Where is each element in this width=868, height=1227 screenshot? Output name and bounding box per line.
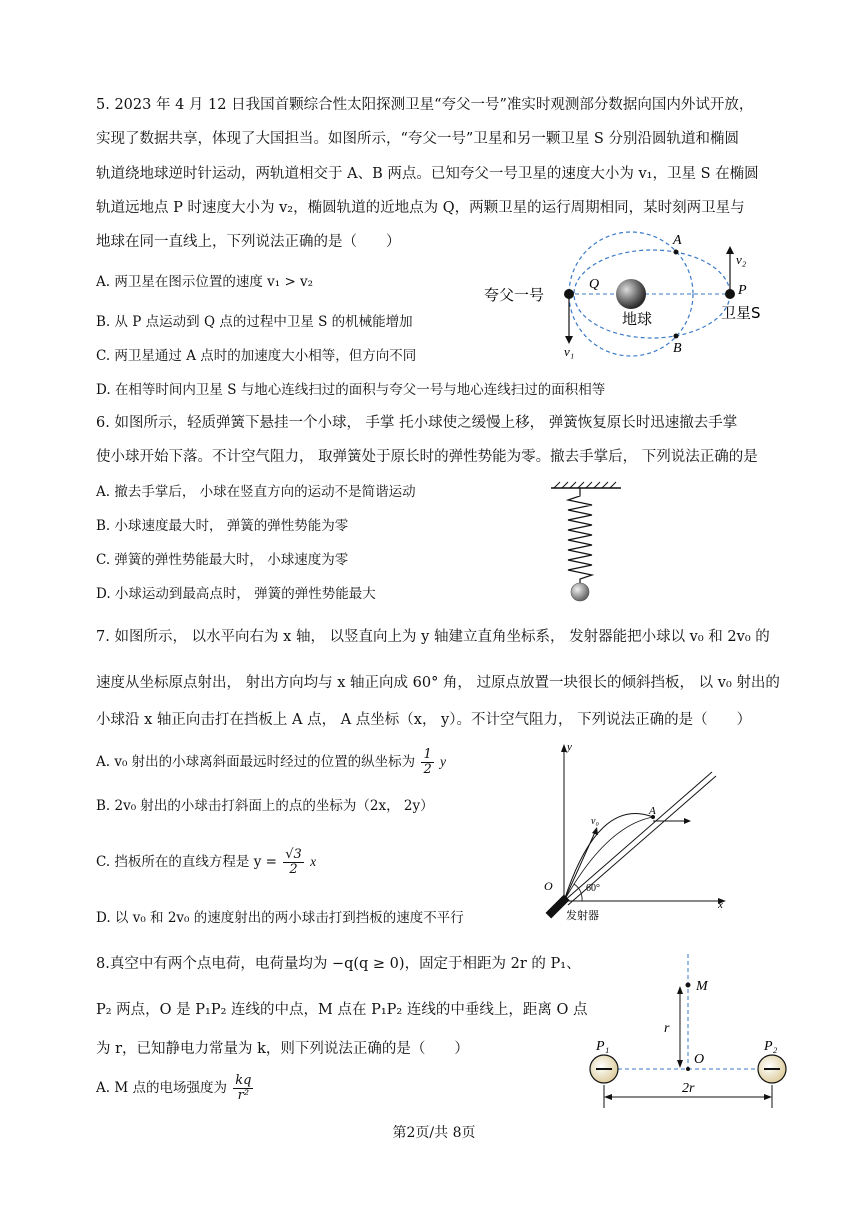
earth-label: 地球 <box>622 310 653 328</box>
ball-icon <box>571 583 589 601</box>
q7-option-b: B. 2v₀ 射出的小球击打斜面上的点的坐标为（2x， 2y） <box>96 798 434 814</box>
a-label: A <box>673 233 682 248</box>
spring <box>568 488 592 584</box>
two-r-label: 2r <box>682 1081 695 1096</box>
origin-label: O <box>544 879 553 893</box>
q5-option-b: B. 从 P 点运动到 Q 点的过程中卫星 S 的机械能增加 <box>96 314 413 330</box>
p2-label: P₂ <box>764 1039 778 1054</box>
q7-option-c: C. 挡板所在的直线方程是 y = $\frac{√3}{2}$ x <box>96 847 317 877</box>
q5-orbit-figure <box>476 228 796 368</box>
angle-label: 60° <box>586 883 600 894</box>
kuafu-label: 夸父一号 <box>484 286 545 304</box>
q8-line-3: 为 r，已知静电力常量为 k，则下列说法正确的是（ ） <box>96 1041 469 1057</box>
satellite-s-label: 卫星S <box>721 304 761 322</box>
p-label: P <box>738 283 747 298</box>
launcher-label: 发射器 <box>566 909 599 922</box>
trajectory-v0 <box>564 814 653 902</box>
trajectory-2v0 <box>564 817 653 901</box>
b-label: B <box>673 341 682 356</box>
q8-line-1: 8.真空中有两个点电荷，电荷量均为 −q(q ≥ 0)，固定于相距为 2r 的 P₁、 <box>96 956 581 972</box>
q8-line-2: P₂ 两点，O 是 P₁P₂ 连线的中点，M 点在 P₁P₂ 连线的中垂线上，距离 O 点 <box>96 1002 588 1018</box>
m-label: M <box>696 979 708 994</box>
q7-line-3: 小球沿 x 轴正向击打在挡板上 A 点， A 点坐标（x， y）。不计空气阻力， 下列说法正确的是（ ） <box>96 712 752 728</box>
q5-line-5: 地球在同一直线上，下列说法正确的是（ ） <box>96 234 401 250</box>
earth-icon <box>616 279 646 309</box>
q5-line-2: 实现了数据共享，体现了大国担当。如图所示，“夸父一号”卫星和另一颗卫星 S 分别沿圆轨道和椭圆 <box>96 131 739 147</box>
q6-line-2: 使小球开始下落。不计空气阻力， 取弹簧处于原长时的弹性势能为零。撤去手掌后， 下列说法正确的是 <box>96 449 758 465</box>
v1-label: v₁ <box>564 344 575 359</box>
q6-option-c: C. 弹簧的弹性势能最大时， 小球速度为零 <box>96 552 349 568</box>
q6-spring-figure <box>546 480 626 605</box>
q7-option-a: A. v₀ 射出的小球离斜面最远时经过的位置的纵坐标为 $\frac{1}{2}$ y <box>96 747 447 777</box>
charge-p2 <box>758 1055 786 1083</box>
o-label: O <box>694 1052 705 1067</box>
q8-charges-figure <box>584 950 804 1115</box>
q5-line-1: 5. 2023 年 4 月 12 日我国首颗综合性太阳探测卫星“夸父一号”准实时观测部分数据向国内外试开放， <box>96 97 754 113</box>
q6-option-b: B. 小球速度最大时， 弹簧的弹性势能为零 <box>96 518 349 534</box>
q6-line-1: 6. 如图所示，轻质弹簧下悬挂一个小球， 手掌 托小球使之缓慢上移， 弹簧恢复原长时迅速撤去手掌 <box>96 415 738 431</box>
q7-projectile-figure <box>536 736 736 926</box>
x-axis-label: x <box>718 899 723 911</box>
y-axis-label: y <box>567 741 572 753</box>
p1-label: P₁ <box>596 1039 610 1054</box>
q5-option-a: A. 两卫星在图示位置的速度 v₁ > v₂ <box>96 274 314 290</box>
q5-option-c: C. 两卫星通过 A 点时的加速度大小相等，但方向不同 <box>96 348 417 364</box>
q5-option-d: D. 在相等时间内卫星 S 与地心连线扫过的面积与夸父一号与地心连线扫过的面积相等 <box>96 382 606 398</box>
q-label: Q <box>589 277 600 292</box>
v0-label: v₀ <box>591 816 599 827</box>
point-a-label: A <box>649 805 656 817</box>
r-label: r <box>664 1021 670 1036</box>
page-footer: 第2页/共 8页 <box>392 1125 476 1141</box>
q7-line-2: 速度从坐标原点射出， 射出方向均与 x 轴正向成 60° 角， 过原点放置一块很长的倾斜挡板， 以 v₀ 射出的 <box>96 675 780 691</box>
q8-option-a: A. M 点的电场强度为 $\frac{kq}{\text{r²}}$ <box>96 1073 252 1103</box>
q7-line-1: 7. 如图所示， 以水平向右为 x 轴， 以竖直向上为 y 轴建立直角坐标系， 发射器能把小球以 v₀ 和 2v₀ 的 <box>96 629 770 645</box>
charge-p1 <box>590 1055 618 1083</box>
q5-line-4: 轨道远地点 P 时速度大小为 v₂，椭圆轨道的近地点为 Q，两颗卫星的运行周期相同，某时刻两卫星与 <box>96 200 745 216</box>
q6-option-d: D. 小球运动到最高点时， 弹簧的弹性势能最大 <box>96 586 376 602</box>
q6-option-a: A. 撤去手掌后， 小球在竖直方向的运动不是简谐运动 <box>96 484 416 500</box>
v2-label: v₂ <box>736 252 747 267</box>
q7-option-d: D. 以 v₀ 和 2v₀ 的速度射出的两小球击打到挡板的速度不平行 <box>96 910 464 926</box>
q5-line-3: 轨道绕地球逆时针运动，两轨道相交于 A、B 两点。已知夸父一号卫星的速度大小为 v₁，卫星 S 在椭圆 <box>96 166 759 182</box>
